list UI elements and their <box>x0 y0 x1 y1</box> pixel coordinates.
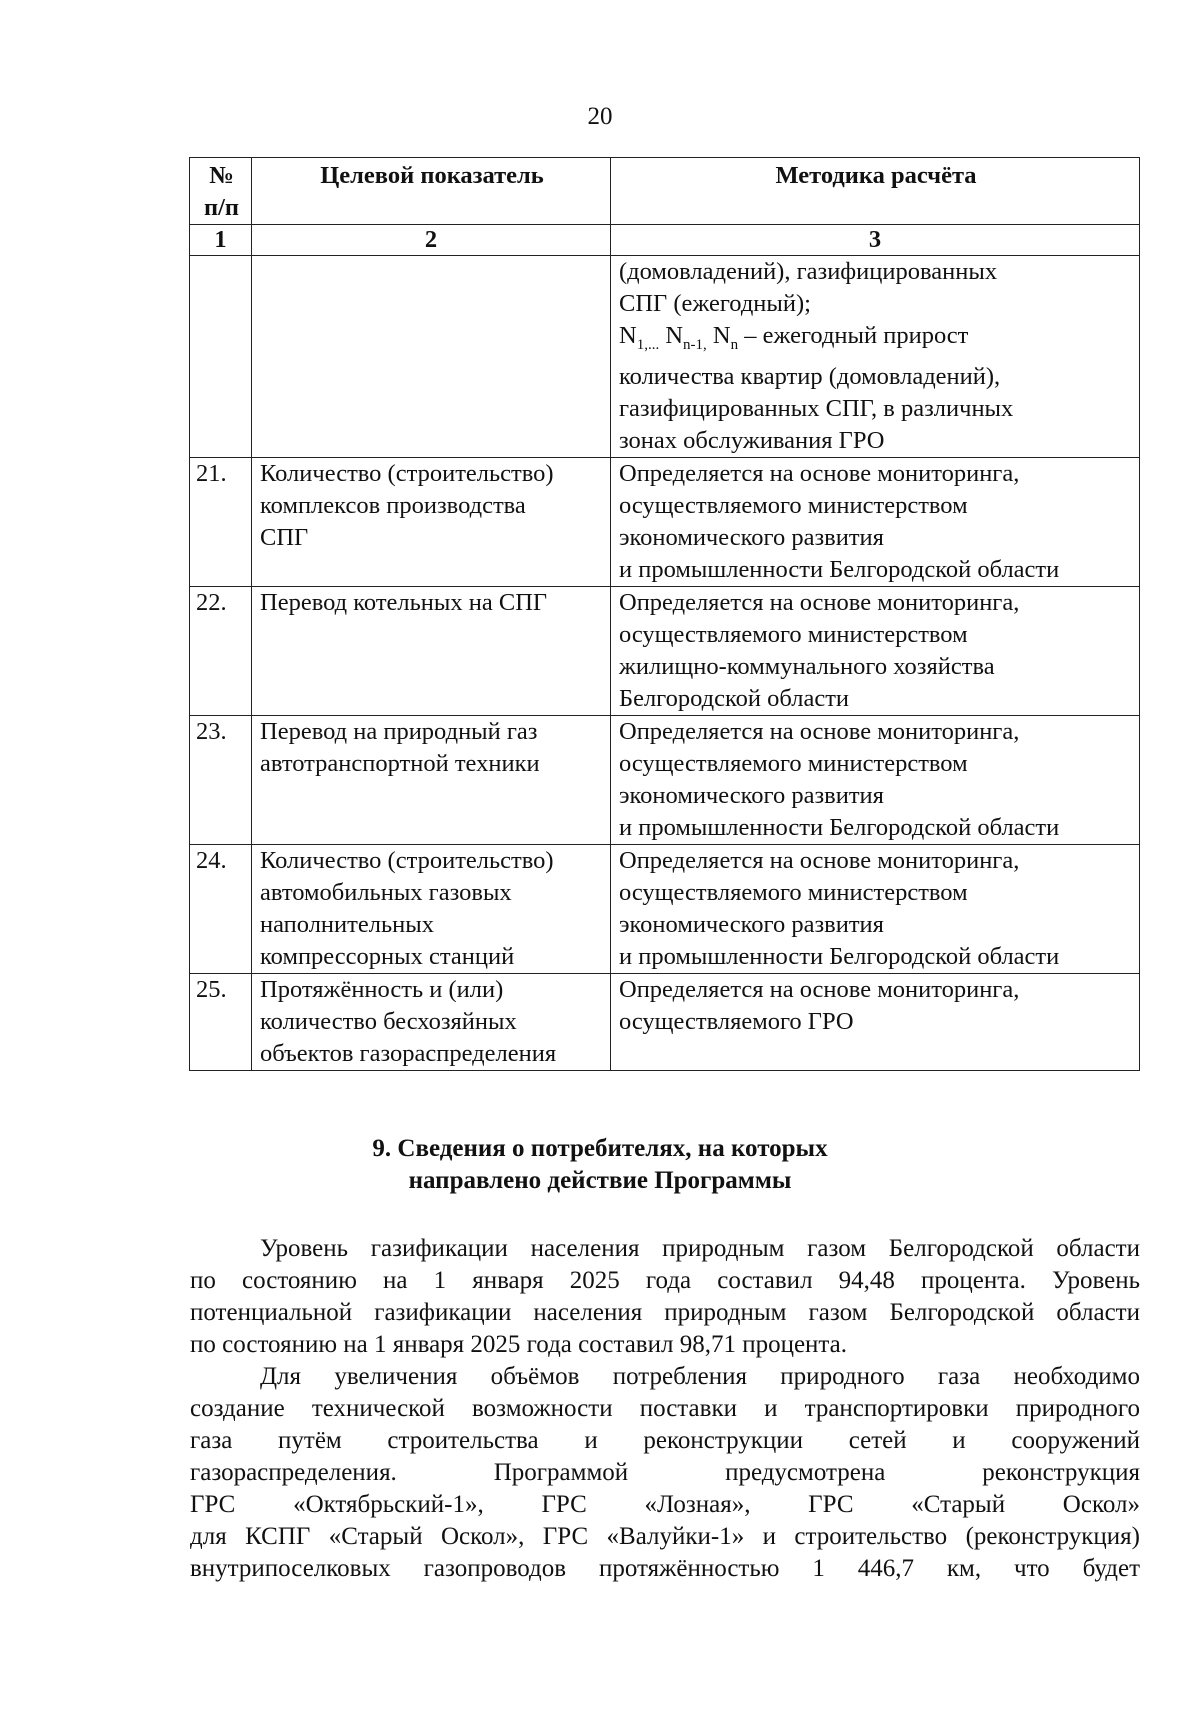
index-cell: 3 <box>611 225 1140 256</box>
header-indicator: Целевой показатель <box>252 158 611 225</box>
indicator-line: компрессорных станций <box>260 942 515 970</box>
method-line: зонах обслуживания ГРО <box>619 426 885 454</box>
indicator-line: автотранспортной техники <box>260 749 540 777</box>
indicator-line: Перевод на природный газ <box>260 717 538 745</box>
method-line: осуществляемого ГРО <box>619 1007 854 1035</box>
indicator-line: автомобильных газовых <box>260 878 512 906</box>
indicator-line: Перевод котельных на СПГ <box>260 588 548 616</box>
index-cell: 1 <box>190 225 252 256</box>
method-line: Определяется на основе мониторинга, <box>619 717 1020 745</box>
paragraph-line: по состоянию на 1 января 2025 года составил 98,71 процента. <box>190 1331 848 1358</box>
table-index-row <box>190 225 1140 256</box>
method-line: жилищно-коммунального хозяйства <box>619 652 995 680</box>
paragraph-line: Уровень газификации населения природным газом Белгородской области <box>260 1235 1140 1262</box>
paragraph-line: потенциальной газификации населения природным газом Белгородской области <box>190 1299 1140 1326</box>
method-line: и промышленности Белгородской области <box>619 813 1060 841</box>
indicator-line: СПГ <box>260 523 309 551</box>
paragraph <box>190 1233 1140 1361</box>
row-number: 25. <box>190 973 252 1070</box>
method-formula-line: $N_{1,...}$ $N_{n-1,}$ $N_n$ – ежегодный прирост <box>619 322 969 353</box>
table-row <box>190 586 1140 715</box>
row-indicator <box>252 586 611 715</box>
paragraph-line: создание технической возможности поставки и транспортировки природного <box>190 1395 1140 1422</box>
paragraph-line: ГРС «Октябрьский-1», ГРС «Лозная», ГРС «Старый Оскол» <box>190 1491 1140 1518</box>
paragraph-line: по состоянию на 1 января 2025 года составил 94,48 процента. Уровень <box>190 1267 1140 1294</box>
row-number: 21. <box>190 457 252 586</box>
table-row <box>190 973 1140 1070</box>
method-line: Определяется на основе мониторинга, <box>619 975 1020 1003</box>
row-indicator <box>252 715 611 844</box>
paragraph-line: Для увеличения объёмов потребления природного газа необходимо <box>260 1363 1140 1390</box>
row-method <box>611 457 1140 586</box>
paragraph-line: внутрипоселковых газопроводов протяжённостью 1 446,7 км, что будет <box>190 1555 1140 1582</box>
table-header-row <box>190 158 1140 225</box>
paragraph-line: газораспределения. Программой предусмотрена реконструкция <box>190 1459 1140 1486</box>
row-number <box>190 256 252 458</box>
table-row <box>190 844 1140 973</box>
row-indicator <box>252 457 611 586</box>
row-method <box>611 973 1140 1070</box>
method-line: и промышленности Белгородской области <box>619 555 1060 583</box>
indicator-line: наполнительных <box>260 910 434 938</box>
method-line: СПГ (ежегодный); <box>619 290 811 317</box>
method-line: Определяется на основе мониторинга, <box>619 459 1020 487</box>
row-number: 24. <box>190 844 252 973</box>
section-title <box>0 1133 1200 1197</box>
page-number: 20 <box>587 103 613 130</box>
method-line: Определяется на основе мониторинга, <box>619 588 1020 616</box>
method-line: количества квартир (домовладений), <box>619 362 1001 390</box>
method-line: Белгородской области <box>619 684 850 712</box>
method-line: осуществляемого министерством <box>619 749 968 777</box>
index-cell: 2 <box>252 225 611 256</box>
header-number-line: п/п <box>203 194 240 221</box>
row-number: 23. <box>190 715 252 844</box>
method-line: экономического развития <box>619 910 884 938</box>
method-line: (домовладений), газифицированных <box>619 258 998 285</box>
row-indicator <box>252 844 611 973</box>
row-method <box>611 715 1140 844</box>
indicator-line: Протяжённость и (или) <box>260 975 504 1003</box>
row-method <box>611 844 1140 973</box>
table-row <box>190 256 1140 458</box>
method-line: экономического развития <box>619 781 884 809</box>
row-number: 22. <box>190 586 252 715</box>
paragraph-line: для КСПГ «Старый Оскол», ГРС «Валуйки-1» и строительство (реконструкция) <box>190 1523 1140 1550</box>
table-row <box>190 715 1140 844</box>
method-line: и промышленности Белгородской области <box>619 942 1060 970</box>
indicator-line: объектов газораспределения <box>260 1039 557 1067</box>
section-title-line: направлено действие Программы <box>408 1167 792 1194</box>
indicator-line: комплексов производства <box>260 491 526 519</box>
section-title-line: 9. Сведения о потребителях, на которых <box>372 1135 828 1162</box>
header-number-line: № <box>209 162 234 189</box>
indicator-line: Количество (строительство) <box>260 846 554 874</box>
table-row <box>190 457 1140 586</box>
method-line: осуществляемого министерством <box>619 878 968 906</box>
row-indicator <box>252 256 611 458</box>
indicator-line: количество бесхозяйных <box>260 1007 517 1035</box>
row-method <box>611 256 1140 458</box>
row-indicator <box>252 973 611 1070</box>
method-line: осуществляемого министерством <box>619 491 968 519</box>
header-number <box>190 158 252 225</box>
method-line: экономического развития <box>619 523 884 551</box>
indicators-table <box>189 157 1140 1071</box>
row-method <box>611 586 1140 715</box>
paragraph-line: газа путём строительства и реконструкции сетей и сооружений <box>190 1427 1140 1454</box>
method-line: Определяется на основе мониторинга, <box>619 846 1020 874</box>
header-method: Методика расчёта <box>611 158 1140 225</box>
indicator-line: Количество (строительство) <box>260 459 554 487</box>
paragraph <box>190 1361 1140 1585</box>
method-line: осуществляемого министерством <box>619 620 968 648</box>
method-line: газифицированных СПГ, в различных <box>619 394 1014 422</box>
